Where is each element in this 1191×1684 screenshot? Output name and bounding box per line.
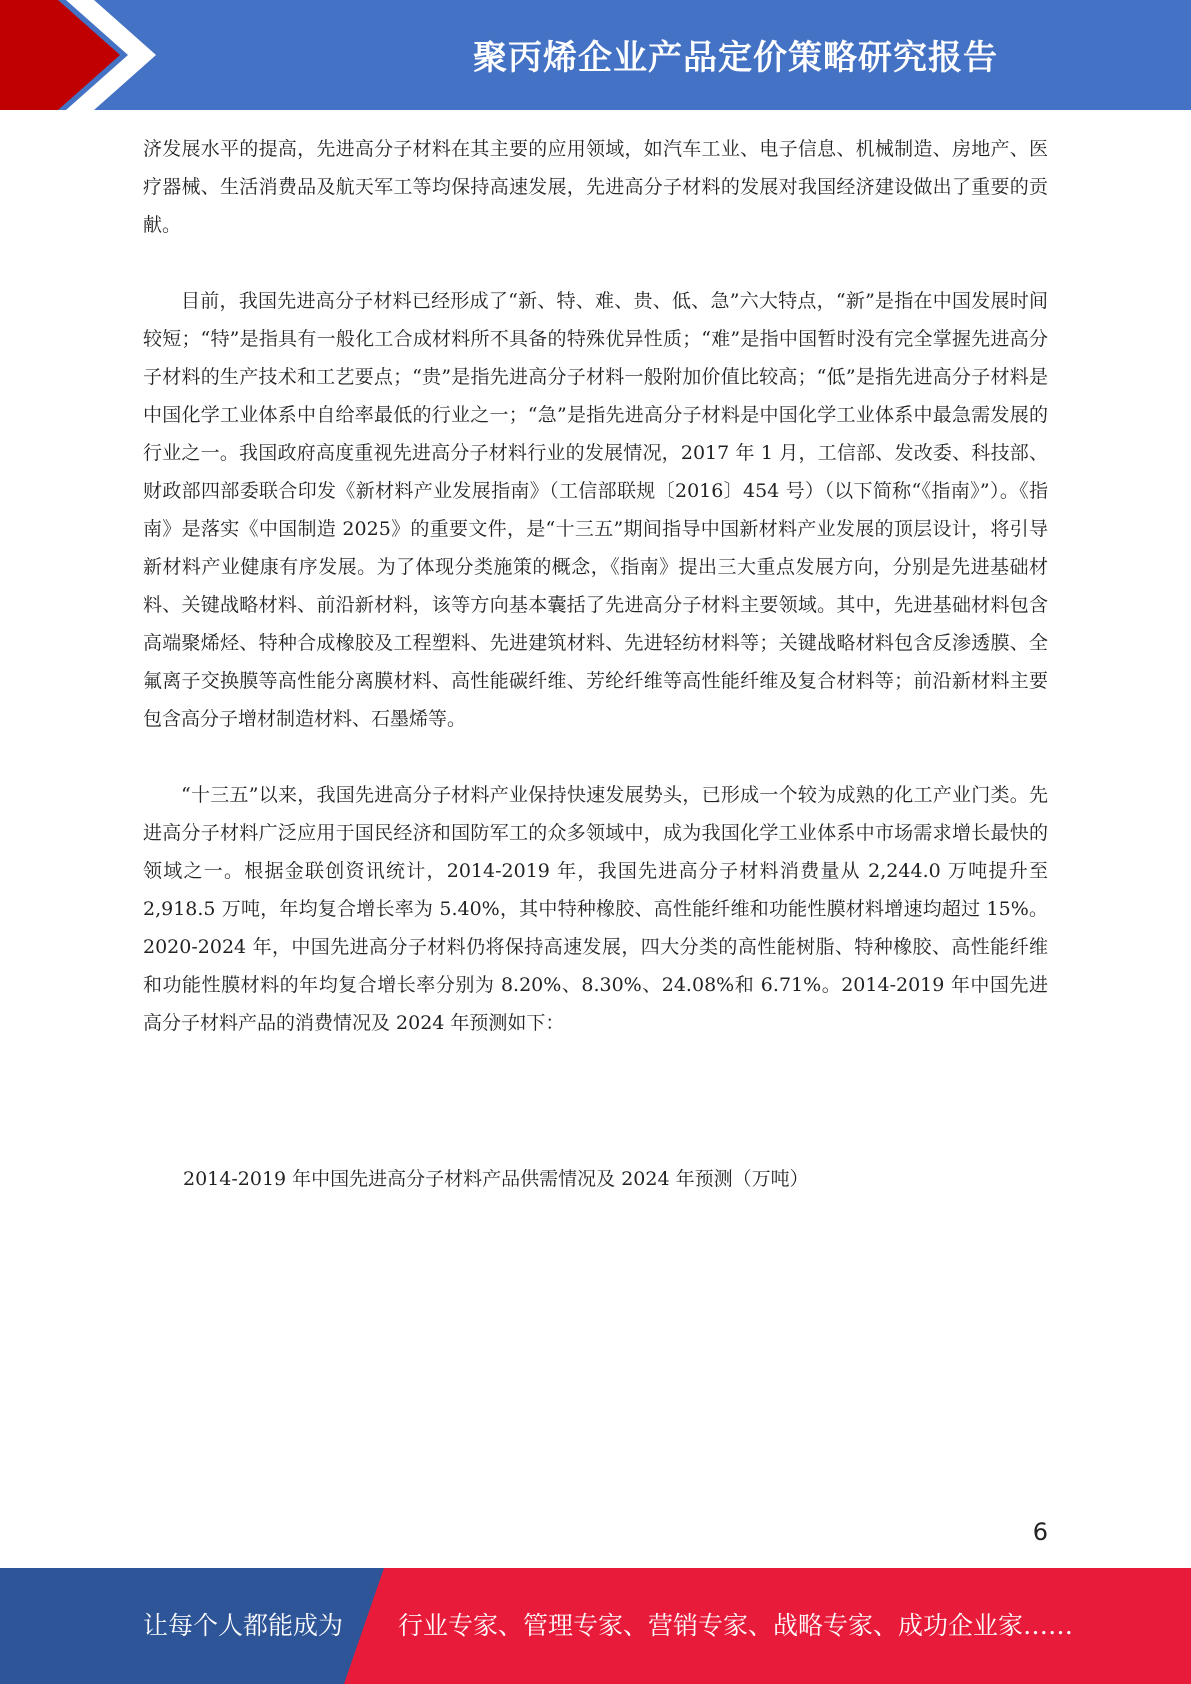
footer-slogan-right: 行业专家、管理专家、营销专家、战略专家、成功企业家…… <box>398 1611 1074 1640</box>
page-footer <box>0 1568 1191 1684</box>
table-caption: 2014-2019 年中国先进高分子材料产品供需情况及 2024 年预测（万吨） <box>183 1168 809 1190</box>
page-header <box>0 0 1191 110</box>
report-title: 聚丙烯企业产品定价策略研究报告 <box>473 38 998 78</box>
footer-slogan-left: 让每个人都能成为 <box>143 1611 344 1640</box>
document-body <box>143 130 1048 1080</box>
page-number: 6 <box>1032 1518 1048 1546</box>
paragraph-growth: “十三五”以来，我国先进高分子材料产业保持快速发展势头，已形成一个较为成熟的化工产业门类。先进高分子材料广泛应用于国民经济和国防军工的众多领域中，成为我国化学工业体系中市场需求增长最快的领域之一。根据金联创资讯统计，2014-2019 年，我国先进高分子材料消费量从 2,244.0 万吨提升至 2,918.5 万吨，年均复合增长率为 5.40%，其中特种橡胶、高性能纤维和功能性膜材料增速均超过 15%。2020-2024 年，中国先进高分子材料仍将保持高速发展，四大分类的高性能树脂、特种橡胶、高性能纤维和功能性膜材料的年均复合增长率分别为 8.20%、8.30%、24.08%和 6.71%。2014-2019 年中国先进高分子材料产品的消费情况及 2024 年预测如下： <box>143 784 1048 1034</box>
paragraph-features: 目前，我国先进高分子材料已经形成了“新、特、难、贵、低、急”六大特点，“新”是指在中国发展时间较短；“特”是指具有一般化工合成材料所不具备的特殊优异性质；“难”是指中国暂时没有完全掌握先进高分子材料的生产技术和工艺要点；“贵”是指先进高分子材料一般附加价值比较高；“低”是指先进高分子材料是中国化学工业体系中自给率最低的行业之一；“急”是指先进高分子材料是中国化学工业体系中最急需发展的行业之一。我国政府高度重视先进高分子材料行业的发展情况，2017 年 1 月，工信部、发改委、科技部、财政部四部委联合印发《新材料产业发展指南》（工信部联规〔2016〕454 号）（以下简称“《指南》”）。《指南》是落实《中国制造 2025》的重要文件，是“十三五”期间指导中国新材料产业发展的顶层设计，将引导新材料产业健康有序发展。为了体现分类施策的概念，《指南》提出三大重点发展方向，分别是先进基础材料、关键战略材料、前沿新材料，该等方向基本囊括了先进高分子材料主要领域。其中，先进基础材料包含高端聚烯烃、特种合成橡胶及工程塑料、先进建筑材料、先进轻纺材料等；关键战略材料包含反渗透膜、全氟离子交换膜等高性能分离膜材料、高性能碳纤维、芳纶纤维等高性能纤维及复合材料等；前沿新材料主要包含高分子增材制造材料、石墨烯等。 <box>143 290 1048 730</box>
paragraph-continuation: 济发展水平的提高，先进高分子材料在其主要的应用领域，如汽车工业、电子信息、机械制造、房地产、医疗器械、生活消费品及航天军工等均保持高速发展，先进高分子材料的发展对我国经济建设做出了重要的贡献。 <box>143 138 1048 236</box>
